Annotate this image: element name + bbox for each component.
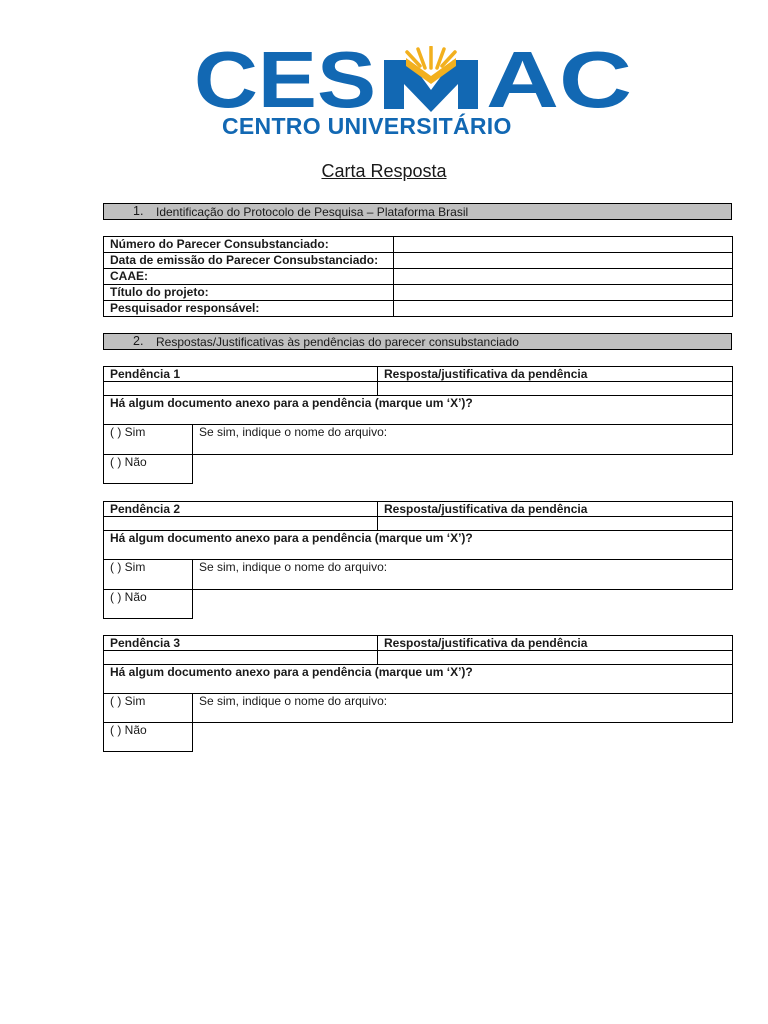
pendencia-title: Pendência 1 xyxy=(104,367,378,382)
response-text-cell[interactable] xyxy=(378,382,733,396)
protocol-table xyxy=(103,236,733,317)
yes-option[interactable]: ( ) Sim xyxy=(104,425,193,455)
response-text-cell[interactable] xyxy=(378,651,733,665)
page-title: Carta Resposta xyxy=(321,161,447,181)
pendencia-title: Pendência 2 xyxy=(104,502,378,517)
section-heading: Respostas/Justificativas às pendências do parecer consubstanciado xyxy=(156,335,519,349)
field-label: CAAE: xyxy=(104,269,394,285)
field-value[interactable] xyxy=(394,237,733,253)
pendencia-text-cell[interactable] xyxy=(104,517,378,531)
no-option[interactable]: ( ) Não xyxy=(104,723,193,752)
no-option[interactable]: ( ) Não xyxy=(104,455,193,484)
table-row xyxy=(104,301,733,317)
logo-wordmark xyxy=(194,46,634,116)
field-value[interactable] xyxy=(394,253,733,269)
attachment-question: Há algum documento anexo para a pendência (marque um ‘X’)? xyxy=(104,665,733,694)
section-1-header xyxy=(103,203,732,220)
field-label: Título do projeto: xyxy=(104,285,394,301)
pendencia-title: Pendência 3 xyxy=(104,636,378,651)
pendencia-text-cell[interactable] xyxy=(104,651,378,665)
field-value[interactable] xyxy=(394,269,733,285)
table-row xyxy=(104,285,733,301)
pendencia-3-table xyxy=(103,635,733,752)
pendencia-2-table xyxy=(103,501,733,619)
response-header: Resposta/justificativa da pendência xyxy=(378,502,733,517)
no-option[interactable]: ( ) Não xyxy=(104,590,193,619)
section-2-header xyxy=(103,333,732,350)
yes-option[interactable]: ( ) Sim xyxy=(104,694,193,723)
section-heading: Identificação do Protocolo de Pesquisa – Plataforma Brasil xyxy=(156,205,469,219)
pendencia-1-table xyxy=(103,366,733,484)
table-row xyxy=(104,269,733,285)
field-value[interactable] xyxy=(394,301,733,317)
attachment-question: Há algum documento anexo para a pendência (marque um ‘X’)? xyxy=(104,396,733,425)
field-label: Data de emissão do Parecer Consubstanciado: xyxy=(104,253,394,269)
field-value[interactable] xyxy=(394,285,733,301)
field-label: Pesquisador responsável: xyxy=(104,301,394,317)
file-name-field[interactable]: Se sim, indique o nome do arquivo: xyxy=(193,425,733,455)
logo-book-icon xyxy=(384,47,478,112)
logo-text-left: CES xyxy=(194,46,376,116)
logo-text-right: AC xyxy=(486,46,632,116)
table-row xyxy=(104,237,733,253)
section-number: 2. xyxy=(133,334,144,348)
section-number: 1. xyxy=(133,204,144,218)
yes-option[interactable]: ( ) Sim xyxy=(104,560,193,590)
response-header: Resposta/justificativa da pendência xyxy=(378,367,733,382)
file-name-field[interactable]: Se sim, indique o nome do arquivo: xyxy=(193,560,733,590)
table-row xyxy=(104,253,733,269)
pendencia-text-cell[interactable] xyxy=(104,382,378,396)
response-text-cell[interactable] xyxy=(378,517,733,531)
response-header: Resposta/justificativa da pendência xyxy=(378,636,733,651)
field-label: Número do Parecer Consubstanciado: xyxy=(104,237,394,253)
attachment-question: Há algum documento anexo para a pendência (marque um ‘X’)? xyxy=(104,531,733,560)
file-name-field[interactable]: Se sim, indique o nome do arquivo: xyxy=(193,694,733,723)
logo-subtitle: CENTRO UNIVERSITÁRIO xyxy=(222,113,512,139)
